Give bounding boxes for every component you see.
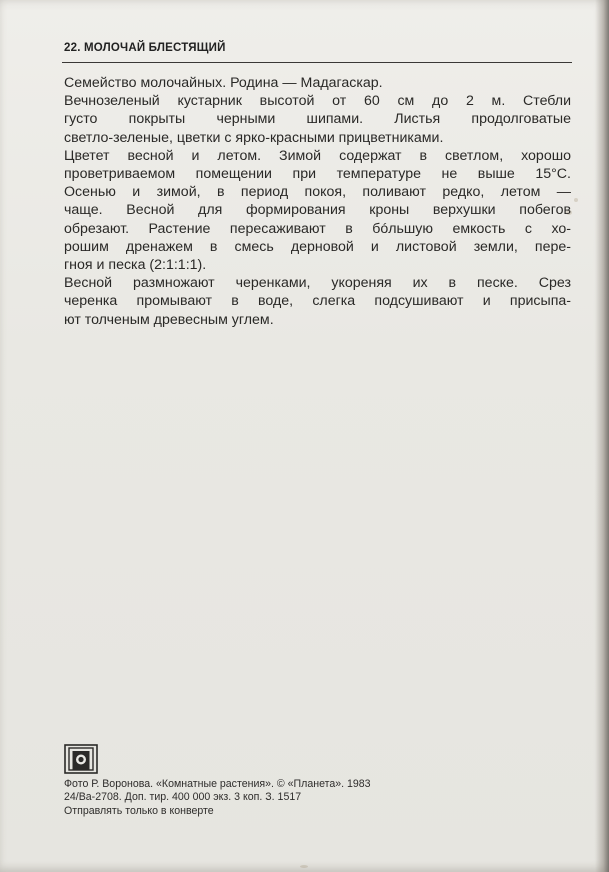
description-line: густо покрыты черными шипами. Листья продолговатые [64,111,571,128]
description-line: черенка промывают в воде, слегка подсушивают и присыпа- [64,293,571,310]
description-line: Цветет весной и летом. Зимой содержат в светлом, хорошо [64,147,571,164]
publisher-logo-icon [64,744,98,774]
description-line: проветриваемом помещении при температуре не выше 15°С. [64,166,571,183]
card-edge-shadow [595,0,609,872]
paper-stain [300,865,308,868]
imprint-line: Отправлять только в конверте [64,804,214,817]
description-line: светло-зеленые, цветки с ярко-красными прицветниками. [64,129,444,146]
description-line: рошим дренажем в смесь дерновой и листовой земли, пере- [64,238,571,255]
paper-stain [574,198,578,202]
description-line: ют толченым древесным углем. [64,311,274,328]
description-line: Вечнозеленый кустарник высотой от 60 см до 2 м. Стебли [64,93,571,110]
description-text [64,74,571,329]
description-line: чаще. Весной для формирования кроны верхушки побегов [64,202,571,219]
description-line: Семейство молочайных. Родина — Мадагаскар. [64,75,383,91]
description-line: Весной размножают черенками, укореняя их в песке. Срез [64,275,571,292]
imprint-line: Фото Р. Воронова. «Комнатные растения». © «Планета». 1983 [64,778,371,790]
imprint-line: 24/Ва-2708. Доп. тир. 400 000 экз. 3 коп. З. 1517 [64,791,302,804]
description-line: Осенью и зимой, в период покоя, поливают редко, летом — [64,184,571,201]
title-divider [62,62,572,63]
imprint-block [64,778,371,818]
description-line: гноя и песка (2:1:1:1). [64,257,207,274]
card-title: 22. МОЛОЧАЙ БЛЕСТЯЩИЙ [64,42,226,54]
description-line: обрезают. Растение пересаживают в бóльшую емкость с хо- [64,220,571,237]
